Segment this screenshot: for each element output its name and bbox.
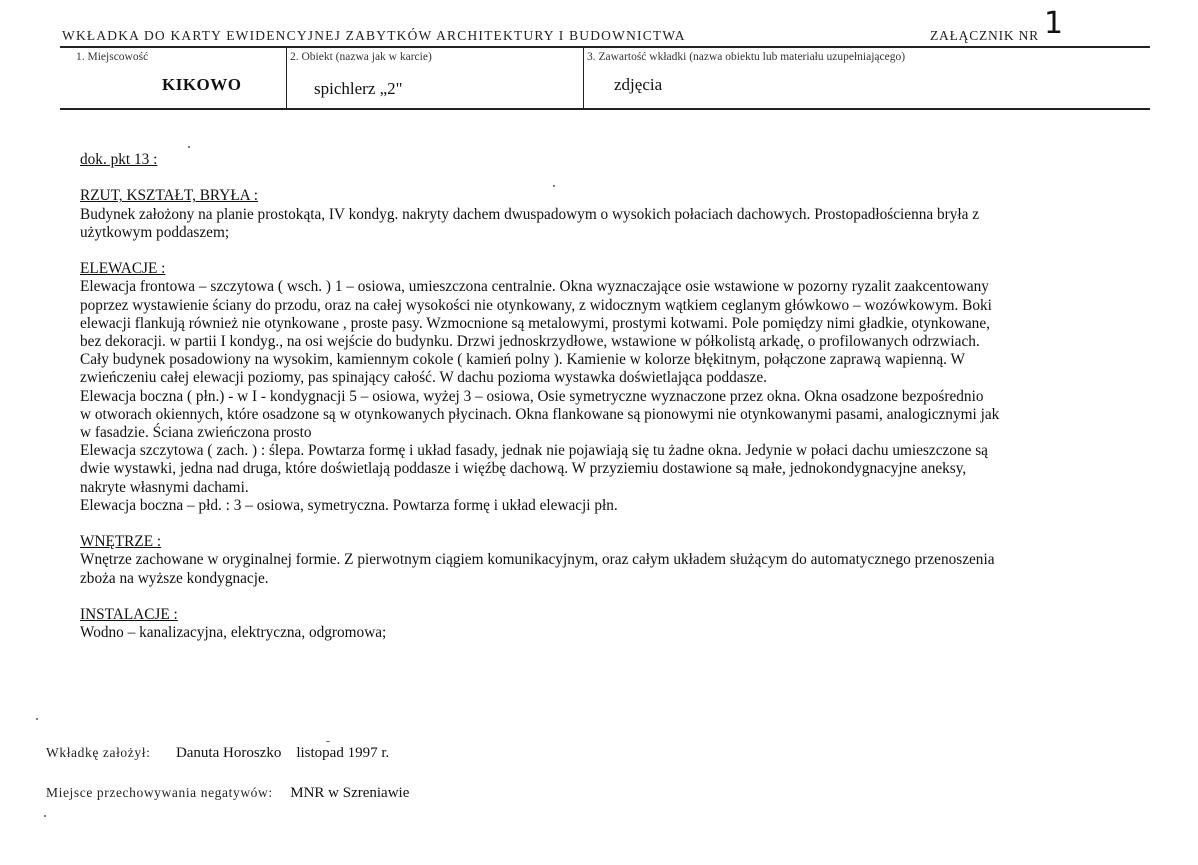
section-title-instalacje: INSTALACJE : bbox=[80, 606, 178, 624]
location-label: 1. Miejscowość bbox=[76, 51, 149, 63]
scan-speck bbox=[44, 815, 46, 817]
paragraph-line: w fasadzie. Ściana zwieńczona prosto bbox=[80, 424, 312, 442]
author-row bbox=[46, 745, 389, 762]
annex-number: 1 bbox=[1044, 6, 1064, 41]
paragraph-line: użytkowym poddaszem; bbox=[80, 223, 230, 241]
paragraph-line: Budynek założony na planie prostokąta, IV kondyg. nakryty dachem dwuspadowym o wysokich połaciach dachowych. Prostopadłościenna bryła z bbox=[80, 205, 980, 223]
header-top-rule bbox=[60, 46, 1150, 48]
section-title-rzut: RZUT, KSZTAŁT, BRYŁA : bbox=[80, 187, 258, 205]
paragraph-line: zboża na wyższe kondygnacje. bbox=[80, 569, 269, 587]
scan-speck bbox=[36, 718, 38, 720]
form-title: WKŁADKA DO KARTY EWIDENCYJNEJ ZABYTKÓW ARCHITEKTURY I BUDOWNICTWA bbox=[62, 28, 686, 43]
paragraph-line: w otworach okiennych, które osadzone są w otynkowanych płycinach. Okna flankowane są pionowymi nie otynkowanymi pasami, analogicznymi jak bbox=[80, 405, 1000, 423]
paragraph-line: Wnętrze zachowane w oryginalnej formie. Z pierwotnym ciągiem komunikacyjnym, oraz całym układem służącym do automatycznego przenoszenia bbox=[80, 551, 995, 569]
location-value: KIKOWO bbox=[162, 75, 242, 94]
scan-speck bbox=[326, 741, 330, 742]
paragraph-line: Elewacja boczna – płd. : 3 – osiowa, symetryczna. Powtarza formę i układ elewacji płn. bbox=[80, 496, 618, 514]
header-bottom-rule bbox=[60, 108, 1150, 110]
paragraph-line: Cały budynek posadowiony na wysokim, kamiennym cokole ( kamień polny ). Kamienie w kolorze błękitnym, połączone zaprawą wapienną. W bbox=[80, 351, 965, 369]
paragraph-line: Elewacja boczna ( płn.) - w I - kondygnacji 5 – osiowa, wyżej 3 – osiowa, Osie symetryczne wyznaczone przez okna. Okna osadzone bezpośrednio bbox=[80, 387, 984, 405]
paragraph-line: elewacji flankują również nie otynkowane , proste pasy. Wzmocnione są metalowymi, prostymi kotwami. Pole pomiędzy nimi gładkie, otynkowane, bbox=[80, 314, 990, 332]
header-divider-1 bbox=[286, 46, 287, 110]
paragraph-line: bez dekoracji. w partii I kondyg., na osi wejście do budynku. Drzwi jednoskrzydłowe, wstawione w półkolistą arkadę, o profilowanych odrzwiach. bbox=[80, 333, 980, 350]
contents-label: 3. Zawartość wkładki (nazwa obiektu lub materiału uzupełniającego) bbox=[587, 51, 906, 63]
object-label: 2. Obiekt (nazwa jak w karcie) bbox=[290, 51, 432, 63]
paragraph-line: dwie wystawki, jedna nad druga, które doświetlają poddasze i więźbę dachową. W przyziemiu dostawione są małe, jednokondygnacyjne aneksy, bbox=[80, 460, 967, 478]
header-divider-2 bbox=[583, 46, 584, 110]
paragraph-line: poprzez wystawienie ściany do przodu, oraz na całej wysokości nie otynkowany, z widocznym wątkiem ceglanym główkowo – wozówkowym. Boki bbox=[80, 296, 992, 314]
author-label: Wkładkę założył: bbox=[46, 745, 151, 760]
storage-row bbox=[46, 785, 409, 802]
paragraph-line: Elewacja szczytowa ( zach. ) : ślepa. Powtarza formę i układ fasady, jednak nie pojawiają się tu żadne okna. Jedynie w połaci dachu umieszczone są bbox=[80, 442, 988, 460]
storage-value: MNR w Szreniawie bbox=[290, 785, 410, 801]
paragraph-line: Wodno – kanalizacyjna, elektryczna, odgromowa; bbox=[80, 624, 387, 642]
paragraph-line: nakryte własnymi dachami. bbox=[80, 478, 249, 496]
paragraph-line: zwieńczeniu całej elewacji poziomy, pas spinający całość. W dachu pozioma wystawka doświetlająca poddasze. bbox=[80, 369, 767, 387]
document-body bbox=[80, 151, 1140, 642]
contents-value: zdjęcia bbox=[614, 75, 663, 94]
author-value: Danuta Horoszko listopad 1997 r. bbox=[175, 745, 390, 761]
section-title-elewacje: ELEWACJE : bbox=[80, 260, 166, 278]
storage-label: Miejsce przechowywania negatywów: bbox=[46, 785, 273, 800]
annex-label: ZAŁĄCZNIK NR bbox=[930, 28, 1039, 43]
scan-speck bbox=[188, 146, 190, 148]
doc-reference: dok. pkt 13 : bbox=[80, 151, 158, 168]
paragraph-line: Elewacja frontowa – szczytowa ( wsch. ) 1 – osiowa, umieszczona centralnie. Okna wyznaczające osie wstawione w pozorny ryzalit zaakcentowany bbox=[80, 278, 989, 296]
object-value: spichlerz „2" bbox=[314, 79, 403, 98]
section-title-wnetrze: WNĘTRZE : bbox=[80, 533, 162, 551]
scan-speck bbox=[553, 185, 555, 187]
